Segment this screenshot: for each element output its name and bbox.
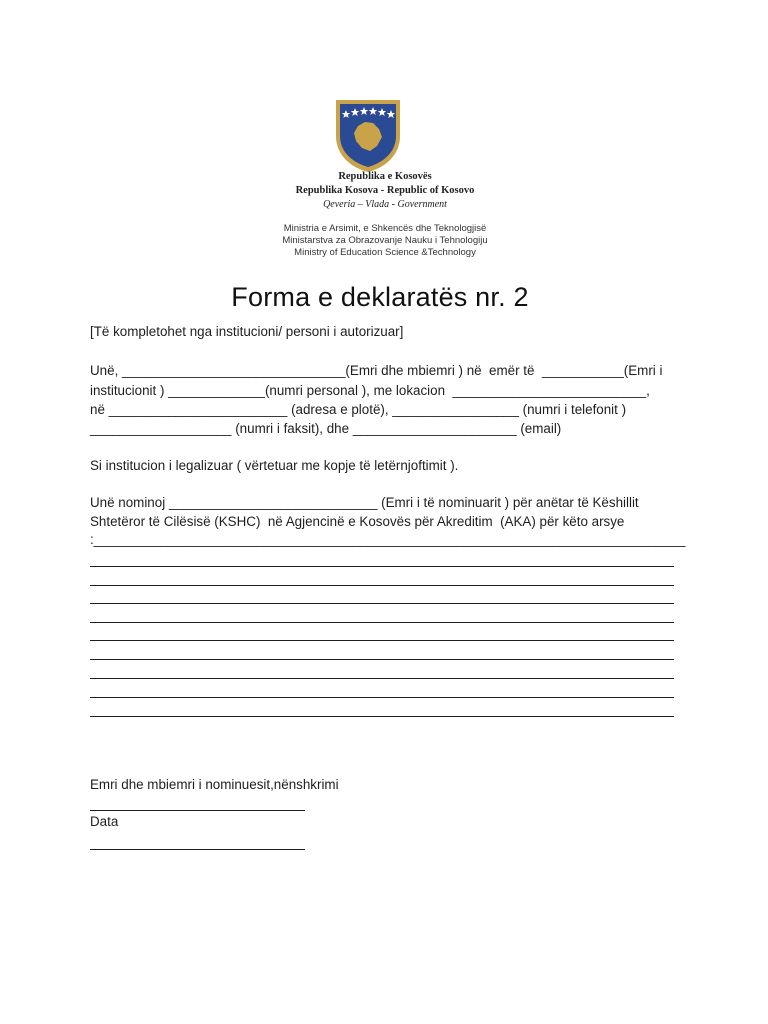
declarant-line-1: Unë, ______________________________(Emri dhe mbiemri ) në emër të ___________(Emri i [90,363,663,378]
signature-label: Emri dhe mbiemri i nominuesit,nënshkrimi [90,777,339,792]
signature-blank-line [90,810,305,811]
ministry-name-en: Ministry of Education Science &Technology [294,247,476,258]
declarant-line-3: në ________________________ (adresa e plotë), _________________ (numri i telefonit ) [90,402,627,417]
header-government: Qeveria – Vlada - Government [323,199,447,210]
reason-blank-line [90,566,674,567]
ministry-name-sr: Ministarstva za Obrazovanje Nauku i Tehnologiju [282,235,488,246]
reason-blank-line [90,659,674,660]
kosovo-emblem-icon [332,96,404,174]
reason-blank-line [90,622,674,623]
reason-blank-line [90,697,674,698]
nomination-reasons-start: :________________________________________________________________________________ [90,532,686,547]
nomination-line-1: Unë nominoj ____________________________ (Emri i të nominuarit ) për anëtar të Këshillit [90,495,639,510]
reason-blank-line [90,585,674,586]
date-label: Data [90,814,119,829]
nomination-line-2: Shtetëror të Cilësisë (KSHC) në Agjencinë e Kosovës për Akreditim (AKA) për këto arsye [90,514,625,529]
ministry-name-sq: Ministria e Arsimit, e Shkencës dhe Teknologjisë [283,223,487,234]
reason-blank-line [90,603,674,604]
reason-blank-line [90,678,674,679]
reason-blank-line [90,716,674,717]
date-blank-line [90,849,305,850]
declarant-line-2: institucionit ) _____________(numri personal ), me lokacion __________________________, [90,383,650,398]
declarant-line-4: ___________________ (numri i faksit), dhe ______________________ (email) [90,421,562,436]
form-title: Forma e deklaratës nr. 2 [231,282,529,312]
header-republic-multi: Republika Kosova - Republic of Kosovo [295,185,475,196]
instruction-text: [Të kompletohet nga institucioni/ personi i autorizuar] [90,324,404,339]
reason-blank-line [90,640,674,641]
legalized-statement: Si institucion i legalizuar ( vërtetuar me kopje të letërnjoftimit ). [90,458,459,473]
header-republic-sq: Republika e Kosovës [338,171,432,182]
